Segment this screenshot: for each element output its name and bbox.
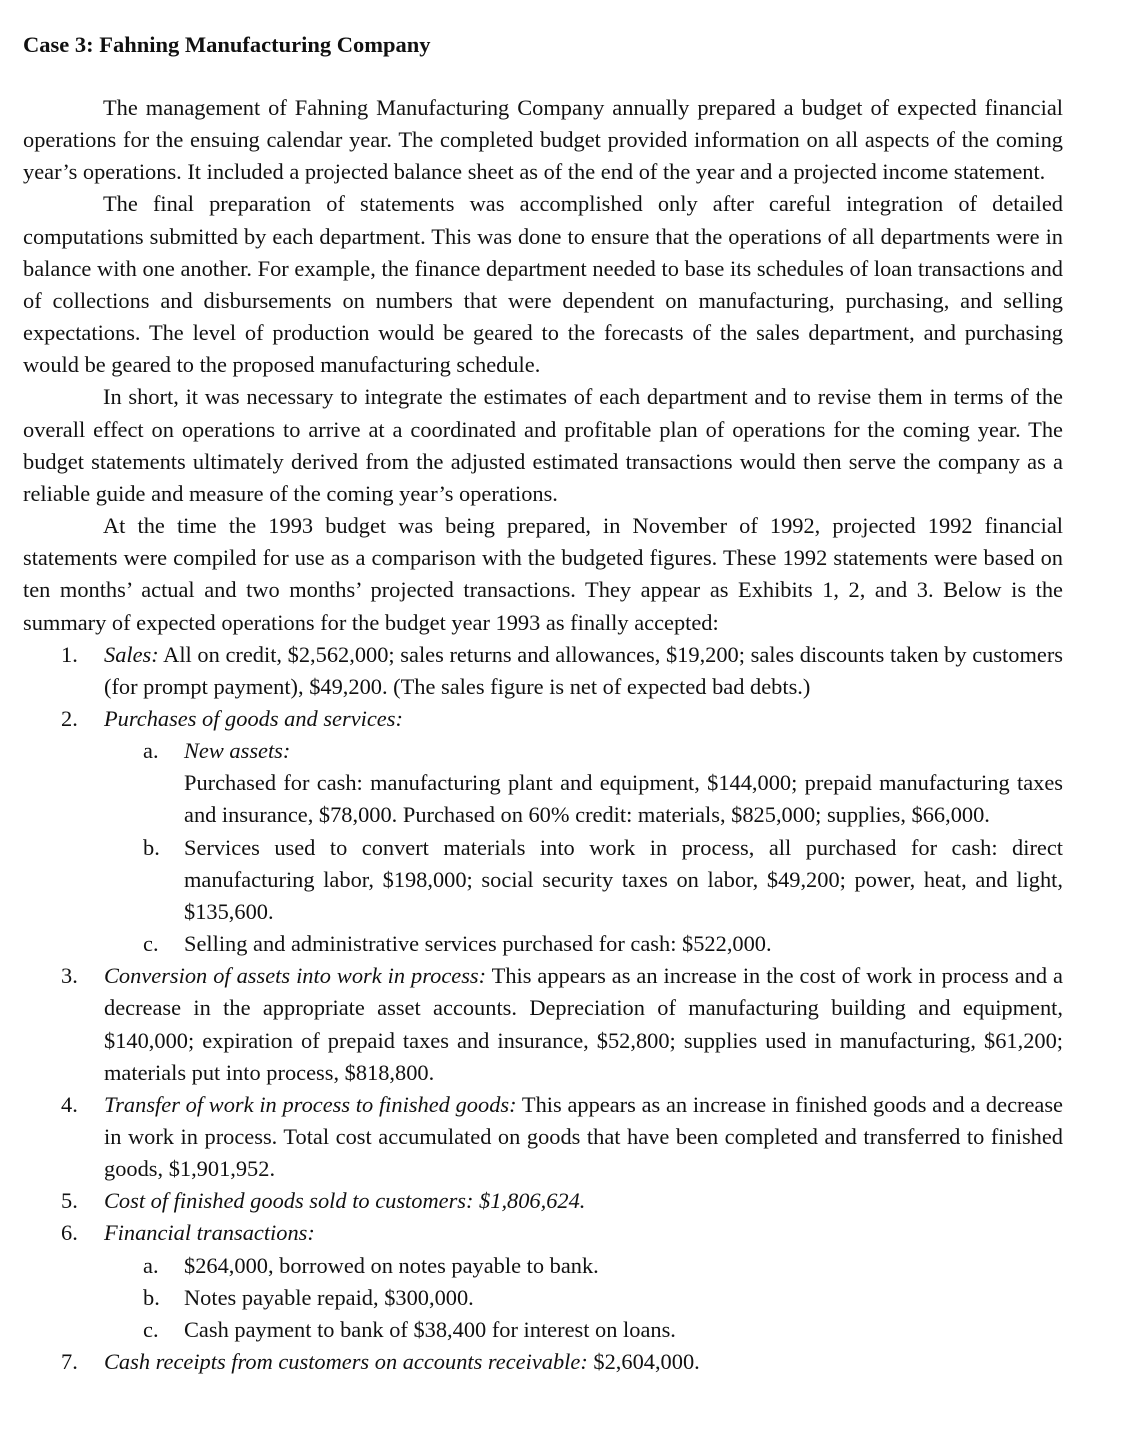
item-label: Purchases of goods and services: <box>104 705 403 731</box>
item-number: 7. <box>61 1349 78 1375</box>
sub-list <box>104 1250 1063 1346</box>
list-item <box>23 1185 1063 1217</box>
sub-item-text: Selling and administrative services purchased for cash: $522,000. <box>184 931 772 957</box>
item-label: Financial transactions: <box>104 1220 315 1246</box>
list-item <box>23 703 1063 960</box>
sub-item-text: Services used to convert materials into work in process, all purchased for cash: direct manufacturing labor, $198,000; social security taxes on labor, $49,200; power, heat, and light, $135,600. <box>184 834 1063 924</box>
case-title: Case 3: Fahning Manufacturing Company <box>23 32 431 57</box>
sub-list <box>104 735 1063 960</box>
item-text: $2,604,000. <box>587 1349 700 1375</box>
sub-item <box>104 1250 1063 1282</box>
paragraph: The management of Fahning Manufacturing Company annually prepared a budget of expected financial operations for the ensuing calendar year. The completed budget provided information on all aspects of the coming year’s operations. It included a projected balance sheet as of the end of the year and a projected income statement. <box>23 95 1063 185</box>
sub-item-text: Purchased for cash: manufacturing plant and equipment, $144,000; prepaid manufacturing taxes and insurance, $78,000. Purchased on 60% credit: materials, $825,000; supplies, $66,000. <box>184 770 1063 828</box>
paragraph: The final preparation of statements was accomplished only after careful integration of detailed computations submitted by each department. This was done to ensure that the operations of all departments were in balance with one another. For example, the finance department needed to base its schedules of loan transactions and of collections and disbursements on numbers that were dependent on manufacturing, purchasing, and selling expectations. The level of production would be geared to the forecasts of the sales department, and purchasing would be geared to the proposed manufacturing schedule. <box>23 191 1063 378</box>
sub-item <box>104 1282 1063 1314</box>
item-label: Conversion of assets into work in process: <box>104 963 487 989</box>
sub-item <box>104 1314 1063 1346</box>
case-body <box>23 92 1063 1378</box>
sub-item-letter: b. <box>143 834 160 860</box>
sub-item-letter: c. <box>143 1316 159 1342</box>
sub-item-text: $264,000, borrowed on notes payable to bank. <box>184 1252 599 1278</box>
item-number: 2. <box>61 705 78 731</box>
operations-list <box>23 639 1063 1379</box>
sub-item <box>104 735 1063 831</box>
item-number: 5. <box>61 1188 78 1214</box>
item-label: Transfer of work in process to finished goods: <box>104 1091 517 1117</box>
item-number: 3. <box>61 963 78 989</box>
item-label: Cash receipts from customers on accounts receivable: <box>104 1349 588 1375</box>
paragraph: In short, it was necessary to integrate the estimates of each department and to revise them in terms of the overall effect on operations to arrive at a coordinated and profitable plan of operations for the coming year. The budget statements ultimately derived from the adjusted estimated transactions would then serve the company as a reliable guide and measure of the coming year’s operations. <box>23 384 1063 506</box>
item-number: 1. <box>61 641 78 667</box>
list-item <box>23 1217 1063 1346</box>
item-text: All on credit, $2,562,000; sales returns and allowances, $19,200; sales discounts taken by customers (for prompt payment), $49,200. (The sales figure is net of expected bad debts.) <box>104 641 1063 699</box>
sub-item-letter: b. <box>143 1284 160 1310</box>
sub-item <box>104 928 1063 960</box>
sub-item-text: Notes payable repaid, $300,000. <box>184 1284 474 1310</box>
item-number: 4. <box>61 1091 78 1117</box>
list-item <box>23 1089 1063 1185</box>
item-number: 6. <box>61 1220 78 1246</box>
item-label: Sales: <box>104 641 159 667</box>
sub-item-label: New assets: <box>184 738 291 764</box>
item-label: Cost of finished goods sold to customers: $1,806,624. <box>104 1188 586 1214</box>
sub-item <box>104 832 1063 928</box>
sub-item-letter: c. <box>143 931 159 957</box>
paragraph: At the time the 1993 budget was being prepared, in November of 1992, projected 1992 financial statements were compiled for use as a comparison with the budgeted figures. These 1992 statements were based on ten months’ actual and two months’ projected transactions. They appear as Exhibits 1, 2, and 3. Below is the summary of expected operations for the budget year 1993 as finally accepted: <box>23 513 1063 635</box>
sub-item-text: Cash payment to bank of $38,400 for interest on loans. <box>184 1316 676 1342</box>
list-item <box>23 1346 1063 1378</box>
list-item <box>23 960 1063 1089</box>
list-item <box>23 639 1063 703</box>
item-text: This appears as an increase in the cost of work in process and a decrease in the appropriate asset accounts. Depreciation of manufacturing building and equipment, $140,000; expiration of prepaid taxes and insurance, $52,800; supplies used in manufacturing, $61,200; materials put into process, $818,800. <box>104 963 1063 1085</box>
sub-item-letter: a. <box>143 1252 159 1278</box>
sub-item-letter: a. <box>143 738 159 764</box>
item-text: This appears as an increase in finished goods and a decrease in work in process. Total cost accumulated on goods that have been completed and transferred to finished goods, $1,901,952. <box>104 1091 1063 1182</box>
